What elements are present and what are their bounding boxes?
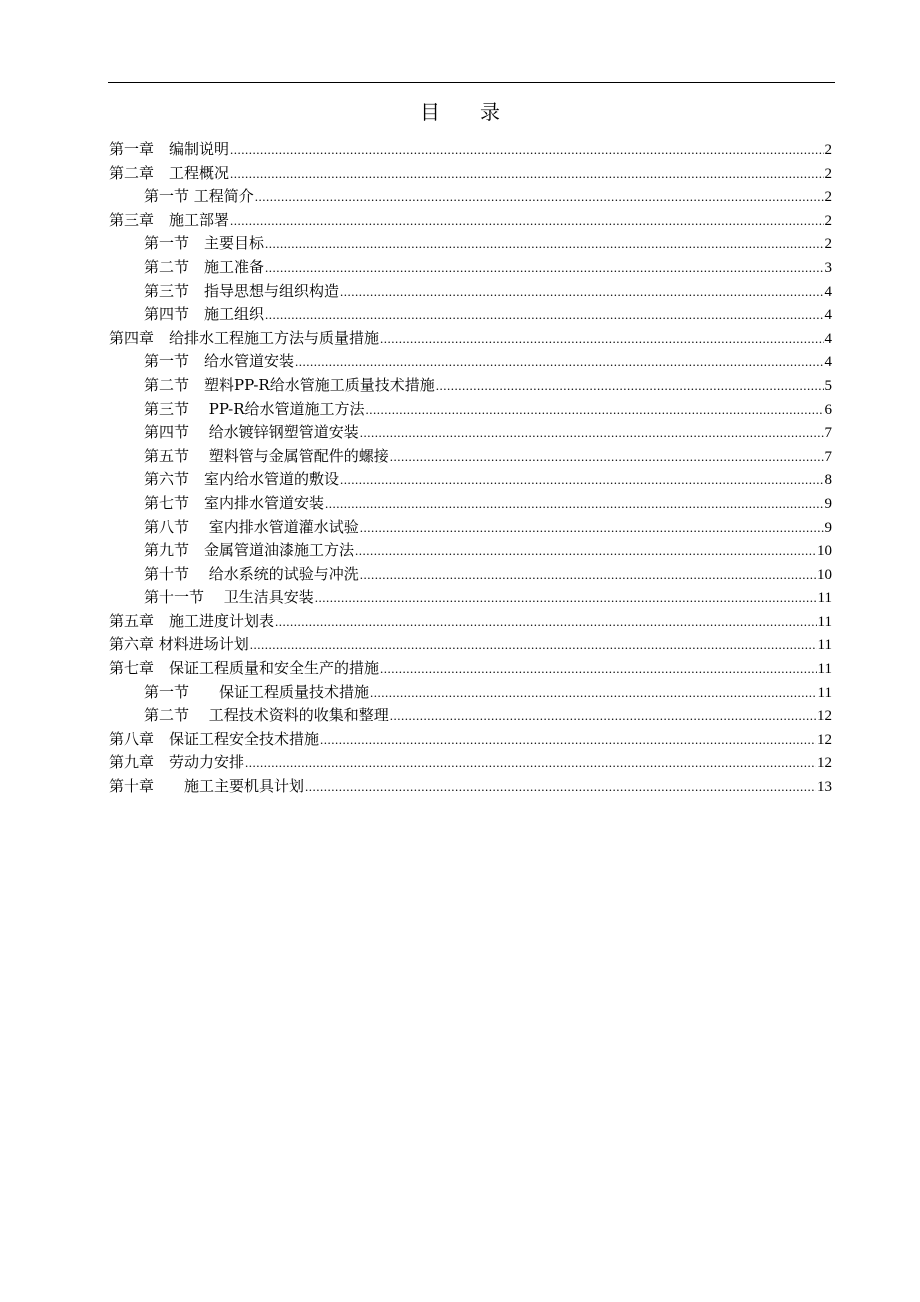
- toc-entry-page-number: 4: [824, 354, 832, 371]
- toc-entry-page-number: 10: [817, 566, 832, 583]
- toc-dot-leader: [315, 586, 817, 610]
- toc-entry-page-number: 11: [817, 684, 832, 701]
- toc-dot-leader: [355, 539, 816, 563]
- toc-entry-page-number: 8: [824, 472, 832, 489]
- toc-entry-page-number: 7: [824, 425, 832, 442]
- toc-dot-leader: [370, 681, 817, 705]
- toc-entry-17[interactable]: [109, 516, 832, 540]
- toc-dot-leader: [245, 751, 816, 775]
- toc-dot-leader: [325, 492, 823, 516]
- toc-entry-20[interactable]: [109, 586, 832, 610]
- toc-entry-page-number: 2: [824, 142, 832, 158]
- toc-entry-27[interactable]: [109, 751, 832, 775]
- header-rule: [108, 82, 835, 83]
- table-of-contents: [109, 138, 832, 799]
- toc-dot-leader: [250, 633, 817, 657]
- toc-entry-label: 第六节 室内给水管道的敷设: [144, 470, 340, 489]
- toc-entry-page-number: 2: [824, 189, 832, 206]
- toc-entry-page-number: 4: [824, 307, 832, 324]
- toc-entry-label: 第二节 施工准备: [144, 257, 265, 276]
- toc-dot-leader: [380, 657, 817, 681]
- toc-entry-page-number: 2: [824, 212, 832, 229]
- toc-entry-page-number: 9: [824, 495, 832, 512]
- toc-dot-leader: [340, 468, 823, 492]
- toc-entry-18[interactable]: [109, 539, 832, 563]
- toc-entry-page-number: 6: [824, 401, 832, 418]
- toc-dot-leader: [230, 162, 823, 186]
- toc-entry-page-number: 12: [817, 708, 832, 725]
- toc-entry-label: 第三节 PP-R给水管道施工方法: [144, 399, 365, 418]
- toc-entry-page-number: 11: [817, 590, 832, 607]
- toc-dot-leader: [340, 280, 823, 304]
- toc-dot-leader: [230, 138, 823, 162]
- toc-entry-page-number: 5: [824, 377, 832, 394]
- toc-entry-26[interactable]: [109, 728, 832, 752]
- toc-entry-label: 第九章 劳动力安排: [109, 753, 245, 772]
- toc-entry-9[interactable]: [109, 327, 832, 351]
- toc-entry-11[interactable]: [109, 374, 832, 398]
- toc-dot-leader: [255, 185, 824, 209]
- toc-entry-1[interactable]: [109, 138, 832, 162]
- toc-entry-page-number: 9: [824, 519, 832, 536]
- toc-entry-14[interactable]: [109, 445, 832, 469]
- toc-entry-label: 第二节 塑料PP-R给水管施工质量技术措施: [144, 375, 435, 394]
- toc-dot-leader: [320, 728, 816, 752]
- toc-entry-24[interactable]: [109, 681, 832, 705]
- toc-dot-leader: [436, 374, 824, 398]
- toc-entry-label: 第四节 施工组织: [144, 305, 265, 324]
- toc-entry-28[interactable]: [109, 775, 832, 799]
- toc-entry-page-number: 3: [824, 259, 832, 276]
- toc-dot-leader: [366, 398, 824, 422]
- toc-entry-13[interactable]: [109, 421, 832, 445]
- toc-entry-5[interactable]: [109, 232, 832, 256]
- toc-entry-page-number: 10: [817, 543, 832, 560]
- toc-entry-15[interactable]: [109, 468, 832, 492]
- toc-entry-label: 第八章 保证工程安全技术措施: [109, 729, 320, 748]
- toc-dot-leader: [265, 303, 823, 327]
- toc-entry-page-number: 11: [817, 637, 832, 654]
- toc-entry-label: 第五章 施工进度计划表: [109, 611, 275, 630]
- toc-entry-page-number: 7: [824, 448, 832, 465]
- toc-entry-10[interactable]: [109, 350, 832, 374]
- toc-entry-label: 第四节 给水镀锌钢塑管道安装: [144, 423, 359, 442]
- toc-entry-4[interactable]: [109, 209, 832, 233]
- toc-entry-3[interactable]: [109, 185, 832, 209]
- toc-entry-label: 第九节 金属管道油漆施工方法: [144, 541, 355, 560]
- toc-entry-page-number: 13: [817, 779, 832, 796]
- toc-dot-leader: [390, 445, 824, 469]
- toc-entry-label: 第二节 工程技术资料的收集和整理: [144, 706, 389, 725]
- toc-entry-page-number: 12: [817, 755, 832, 772]
- toc-entry-page-number: 2: [824, 165, 832, 182]
- toc-entry-label: 第四章 给排水工程施工方法与质量措施: [109, 328, 380, 347]
- toc-entry-8[interactable]: [109, 303, 832, 327]
- toc-entry-label: 第七节 室内排水管道安装: [144, 493, 325, 512]
- toc-entry-6[interactable]: [109, 256, 832, 280]
- toc-entry-2[interactable]: [109, 162, 832, 186]
- toc-entry-page-number: 11: [817, 661, 832, 678]
- toc-entry-label: 第七章 保证工程质量和安全生产的措施: [109, 659, 380, 678]
- toc-entry-label: 第一节 主要目标: [144, 234, 265, 253]
- toc-entry-page-number: 4: [824, 330, 832, 347]
- toc-entry-page-number: 2: [824, 236, 832, 253]
- toc-entry-7[interactable]: [109, 280, 832, 304]
- toc-entry-22[interactable]: [109, 633, 832, 657]
- toc-entry-page-number: 11: [817, 613, 832, 630]
- toc-dot-leader: [390, 704, 816, 728]
- toc-entry-label: 第十节 给水系统的试验与冲洗: [144, 564, 359, 583]
- toc-entry-label: 第五节 塑料管与金属管配件的螺接: [144, 446, 389, 465]
- toc-dot-leader: [380, 327, 823, 351]
- toc-entry-label: 第二章 工程概况: [109, 163, 230, 182]
- toc-entry-23[interactable]: [109, 657, 832, 681]
- toc-entry-25[interactable]: [109, 704, 832, 728]
- toc-entry-label: 第三章 施工部署: [109, 210, 230, 229]
- toc-entry-page-number: 12: [817, 731, 832, 748]
- toc-entry-label: 第三节 指导思想与组织构造: [144, 281, 340, 300]
- toc-entry-label: 第一节 保证工程质量技术措施: [144, 682, 370, 701]
- toc-entry-label: 第六章 材料进场计划: [109, 635, 249, 654]
- toc-dot-leader: [265, 232, 823, 256]
- toc-entry-label: 第八节 室内排水管道灌水试验: [144, 517, 359, 536]
- toc-entry-label: 第十章 施工主要机具计划: [109, 777, 305, 796]
- toc-dot-leader: [230, 209, 823, 233]
- toc-dot-leader: [275, 610, 817, 634]
- toc-entry-label: 第一节 工程简介: [144, 187, 254, 206]
- toc-entry-12[interactable]: [109, 398, 832, 422]
- toc-entry-page-number: 4: [824, 283, 832, 300]
- toc-dot-leader: [360, 421, 824, 445]
- toc-entry-19[interactable]: [109, 563, 832, 587]
- toc-dot-leader: [360, 563, 816, 587]
- toc-dot-leader: [265, 256, 823, 280]
- toc-entry-label: 第一节 给水管道安装: [144, 352, 295, 371]
- toc-dot-leader: [295, 350, 823, 374]
- toc-dot-leader: [305, 775, 816, 799]
- toc-title: 目 录: [420, 100, 500, 124]
- toc-entry-21[interactable]: [109, 610, 832, 634]
- toc-entry-label: 第一章 编制说明: [109, 140, 230, 158]
- toc-dot-leader: [360, 516, 824, 540]
- toc-entry-label: 第十一节 卫生洁具安装: [144, 588, 314, 607]
- toc-entry-16[interactable]: [109, 492, 832, 516]
